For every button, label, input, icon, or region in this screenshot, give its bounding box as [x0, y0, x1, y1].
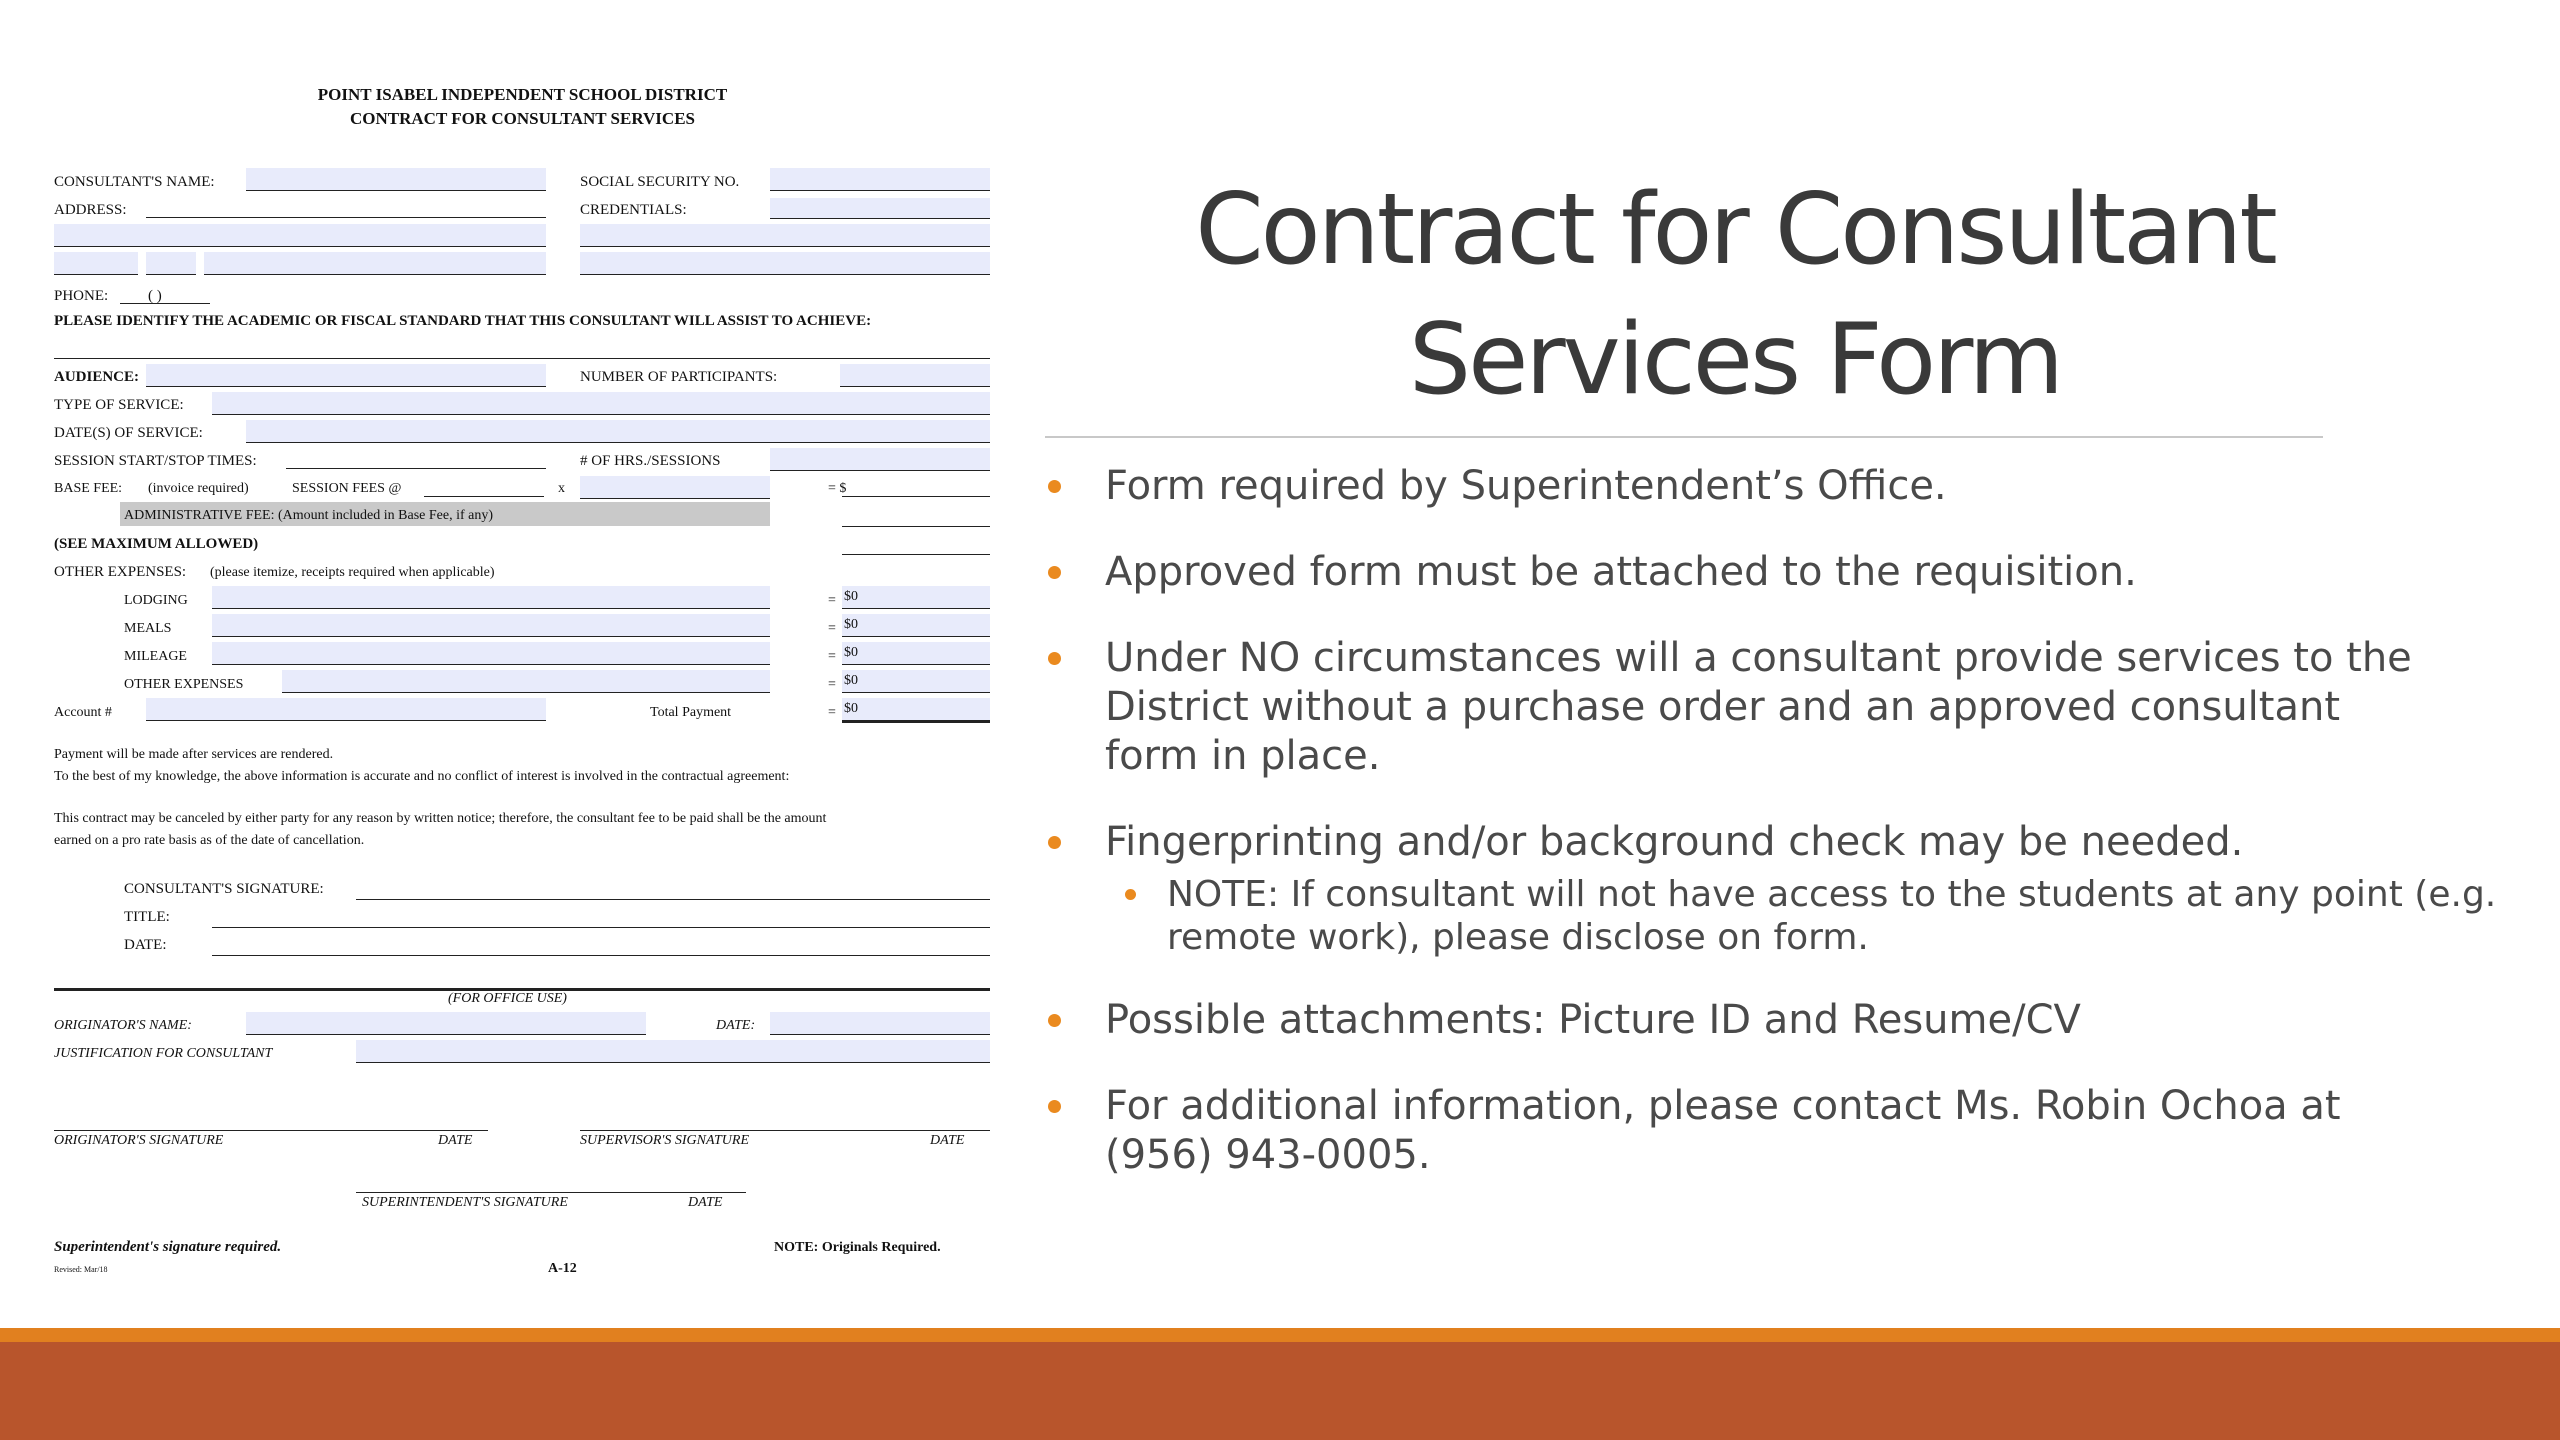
field-account [146, 698, 546, 721]
slide-title-line1: Contract for Consultant [1195, 173, 2275, 287]
mileage-amount: $0 [844, 645, 858, 660]
bullet-text: For additional information, please contact Ms. Robin Ochoa at (956) 943-0005. [1105, 1083, 2341, 1178]
cancel-note-line1: This contract may be canceled by either party for any reason by written notice; therefore, the consultant fee to be paid shall be the amount [54, 811, 827, 826]
originator-signature-line [54, 1130, 488, 1131]
lodging-amount: $0 [844, 589, 858, 604]
label-consultant-signature: CONSULTANT'S SIGNATURE: [124, 881, 324, 897]
field-ssn [770, 168, 990, 191]
bullet-item [1045, 634, 2525, 781]
bullet-text: Approved form must be attached to the requisition. [1105, 549, 2137, 595]
lodging-equals: = [828, 593, 836, 608]
label-other-expenses: OTHER EXPENSES: [54, 564, 187, 580]
field-originator-date [770, 1012, 990, 1035]
field-zip [204, 252, 546, 275]
field-other-exp [282, 670, 770, 693]
meals-amount-box [842, 614, 990, 637]
label-service-type: TYPE OF SERVICE: [54, 397, 184, 413]
field-credentials [770, 198, 990, 219]
consultant-contract-form-image [50, 82, 995, 1292]
sub-bullet-item [1105, 873, 2525, 959]
footer-bar [0, 1342, 2560, 1440]
label-admin-fee: ADMINISTRATIVE FEE: (Amount included in Base Fee, if any) [124, 508, 493, 523]
form-district-heading: POINT ISABEL INDEPENDENT SCHOOL DISTRICT [317, 85, 728, 104]
label-session-times: SESSION START/STOP TIMES: [54, 453, 257, 469]
label-meals: MEALS [124, 621, 172, 636]
originals-required-note: NOTE: Originals Required. [774, 1240, 941, 1255]
slide-title-line2: Services Form [1408, 303, 2062, 417]
lodging-amount-box [842, 586, 990, 609]
field-base-fee-total [842, 496, 990, 497]
field-admin-fee [842, 526, 990, 527]
other-exp-amount-box [842, 670, 990, 693]
supervisor-signature-line [580, 1130, 990, 1131]
bullet-text: Form required by Superintendent’s Office. [1105, 463, 1947, 509]
field-address [146, 217, 546, 218]
field-service-dates [246, 420, 990, 443]
label-credentials: CREDENTIALS: [580, 202, 687, 218]
signature-required-note: Superintendent's signature required. [54, 1239, 282, 1255]
total-equals: = [828, 705, 836, 720]
field-audience [146, 364, 546, 387]
bullet-item [1045, 548, 2525, 597]
field-session-count [580, 476, 770, 499]
other-exp-equals: = [828, 677, 836, 692]
label-mileage: MILEAGE [124, 649, 187, 664]
field-hrs-sessions [770, 448, 990, 471]
field-consultant-name [246, 168, 546, 191]
sub-bullet-list [1105, 873, 2525, 959]
label-originator-signature: ORIGINATOR'S SIGNATURE [54, 1133, 224, 1148]
meals-amount: $0 [844, 617, 858, 632]
label-supervisor-sig-date: DATE [930, 1133, 965, 1148]
cancel-note-line2: earned on a pro rate basis as of the date of cancellation. [54, 833, 365, 848]
label-justification: JUSTIFICATION FOR CONSULTANT [54, 1046, 273, 1061]
field-service-type [212, 392, 990, 415]
label-academic-standard: PLEASE IDENTIFY THE ACADEMIC OR FISCAL STANDARD THAT THIS CONSULTANT WILL ASSIST TO ACHIEVE: [54, 313, 872, 329]
label-invoice-required: (invoice required) [148, 481, 249, 496]
label-supervisor-signature: SUPERVISOR'S SIGNATURE [580, 1133, 750, 1148]
bullet-text: Fingerprinting and/or background check may be needed. [1105, 819, 2244, 865]
label-originator-sig-date: DATE [438, 1133, 473, 1148]
payment-note: Payment will be made after services are rendered. [54, 747, 334, 762]
field-participants [840, 364, 990, 387]
label-phone: PHONE: [54, 288, 109, 304]
field-max-allowed [842, 554, 990, 555]
knowledge-note: To the best of my knowledge, the above information is accurate and no conflict of interest is involved in the contractual agreement: [54, 769, 790, 784]
sub-bullet-text: NOTE: If consultant will not have access to the students at any point (e.g. remote work), please disclose on form. [1167, 874, 2497, 958]
field-lodging [212, 586, 770, 609]
label-address: ADDRESS: [54, 202, 127, 218]
field-date [212, 955, 990, 956]
label-account: Account # [54, 705, 112, 720]
label-total-payment: Total Payment [650, 705, 732, 720]
label-ssn: SOCIAL SECURITY NO. [580, 174, 740, 190]
field-consultant-signature [356, 899, 990, 900]
field-phone [120, 303, 210, 304]
multiply-sign: x [558, 481, 565, 496]
meals-equals: = [828, 621, 836, 636]
label-lodging: LODGING [124, 593, 188, 608]
other-exp-amount: $0 [844, 673, 858, 688]
label-max-allowed: (SEE MAXIMUM ALLOWED) [54, 536, 259, 552]
field-session-fee-rate [424, 496, 544, 497]
label-participants: NUMBER OF PARTICIPANTS: [580, 369, 778, 385]
bullet-text: Possible attachments: Picture ID and Resume/CV [1105, 997, 2081, 1043]
bullet-item [1045, 818, 2525, 959]
slide-title [1100, 165, 2370, 425]
phone-area-code: ( ) [148, 288, 162, 304]
base-fee-equals: = $ [828, 481, 847, 496]
label-title: TITLE: [124, 909, 170, 925]
bullet-item [1045, 996, 2525, 1045]
footer-accent-bar [0, 1328, 2560, 1342]
field-address-line2 [54, 224, 546, 247]
title-divider [1045, 436, 2323, 438]
mileage-equals: = [828, 649, 836, 664]
label-date: DATE: [124, 937, 167, 953]
bullet-list [1045, 462, 2525, 1217]
field-title [212, 927, 990, 928]
total-amount-box [842, 698, 990, 723]
label-originator-date: DATE: [716, 1018, 756, 1033]
field-originator-name [246, 1012, 646, 1035]
bullet-item [1045, 462, 2525, 511]
label-superintendent-signature: SUPERINTENDENT'S SIGNATURE [362, 1195, 568, 1210]
field-city [54, 252, 138, 275]
label-consultant-name: CONSULTANT'S NAME: [54, 174, 215, 190]
bullet-text: Under NO circumstances will a consultant provide services to the District without a purchase order and an approved consultant form in place. [1105, 635, 2412, 779]
field-meals [212, 614, 770, 637]
revised-date: Revised: Mar/18 [54, 1265, 108, 1274]
label-other-exp: OTHER EXPENSES [124, 677, 244, 692]
label-superintendent-sig-date: DATE [688, 1195, 723, 1210]
label-base-fee: BASE FEE: [54, 481, 123, 496]
label-service-dates: DATE(S) OF SERVICE: [54, 425, 203, 441]
field-state [146, 252, 196, 275]
label-office-use: (FOR OFFICE USE) [448, 991, 567, 1006]
superintendent-signature-line [356, 1192, 746, 1193]
form-title-heading: CONTRACT FOR CONSULTANT SERVICES [350, 109, 695, 128]
label-session-fees: SESSION FEES @ [292, 481, 402, 496]
form-page-code: A-12 [548, 1261, 577, 1276]
field-session-times [286, 468, 546, 469]
label-originator-name: ORIGINATOR'S NAME: [54, 1018, 192, 1033]
field-credentials-line2 [580, 224, 990, 247]
mileage-amount-box [842, 642, 990, 665]
field-justification [356, 1040, 990, 1063]
bullet-item [1045, 1082, 2525, 1180]
field-mileage [212, 642, 770, 665]
label-hrs-sessions: # OF HRS./SESSIONS [580, 453, 721, 469]
total-amount: $0 [844, 701, 858, 716]
label-itemize-note: (please itemize, receipts required when applicable) [210, 565, 495, 580]
label-audience: AUDIENCE: [54, 369, 140, 385]
field-credentials-line3 [580, 252, 990, 275]
field-academic-standard [54, 358, 990, 359]
